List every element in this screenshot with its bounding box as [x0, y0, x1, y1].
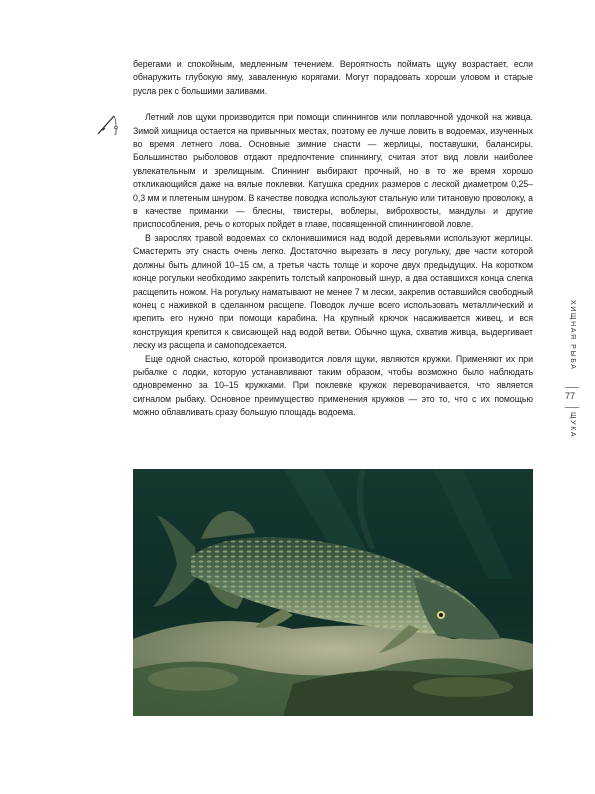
body-text — [133, 58, 533, 420]
page-number: 77 — [564, 391, 575, 401]
divider — [565, 387, 579, 388]
paragraph-4: Еще одной снастью, которой производится ловля щуки, являются кружки. Применяют их при рыбалке с лодки, которую устанавливают таким образом, чтобы возможно было наблюдать одновременно за 10–15 кружками. При поклевке кружок переворачивается, что является сигналом рыбаку. Основное преимущество применения кружков — это то, что с их помощью можно облавливать сразу большую площадь водоема. — [133, 353, 533, 418]
section-title: ЩУКА — [569, 412, 576, 439]
chapter-title: ХИЩНАЯ РЫБА — [569, 300, 576, 371]
paragraph-3: В зарослях травой водоемах со склонившимися над водой деревьями используют жерлицы. Смастерить эту снасть очень легко. Достаточно вырезать в лесу рогульку, две части которой должны быть длиной 10–15 см, а третья часть толще и короче двух предыдущих. На коротком конце рогульки необходимо закрепить толстый капроновый шнур, а два оставшихся конца слегка расщепить ножом. На рогульку наматывают не менее 7 м лески, закрепив оставшийся свободный конец с наживкой в сделанном расщепе. Поводок лучше всего использовать металлический и крепить его нужно при помощи карабина. На крупный крючок насаживается живец, и вся конструкция крепится к свисающей над водой ветви. Обычно щука, схватив живца, выдергивает леску из расщепа и самоподсекается. — [133, 232, 533, 351]
paragraph-2: Летний лов щуки производится при помощи спиннингов или поплавочной удочкой на живца. Зимой хищница остается на привычных местах, поэтому ее лучше ловить в водоемах, изученных во время летнего лова. Основные зимние снасти — жерлицы, поставушки, балансиры. Большинство рыболовов отдают предпочтение спиннингу, считая этот вид ловли наиболее увлекательным и зрелищным. Спиннинг выбирают прочный, но в то же время хорошо откликающийся даже на вялые поклевки. Катушка средних размеров с леской диаметром 0,25–0,3 мм и плетеным шнуром. В качестве поводка используют стальную или титановую проволоку, а в качестве приманки — блесны, твистеры, воблеры, виброхвосты, мандулы и другие приспособления, речь о которых пойдет в главе, посвященной спиннинговой ловле. — [133, 112, 533, 230]
pike-photo — [133, 469, 533, 716]
paragraph-1: берегами и спокойным, медленным течением. Вероятность поймать щуку возрастает, если обнаружить глубокую яму, заваленную корягами. Могут порадовать хороши уловом и старые русла рек с большими заливами. — [133, 59, 533, 96]
divider — [565, 407, 579, 408]
fishing-rod-icon — [96, 112, 122, 138]
